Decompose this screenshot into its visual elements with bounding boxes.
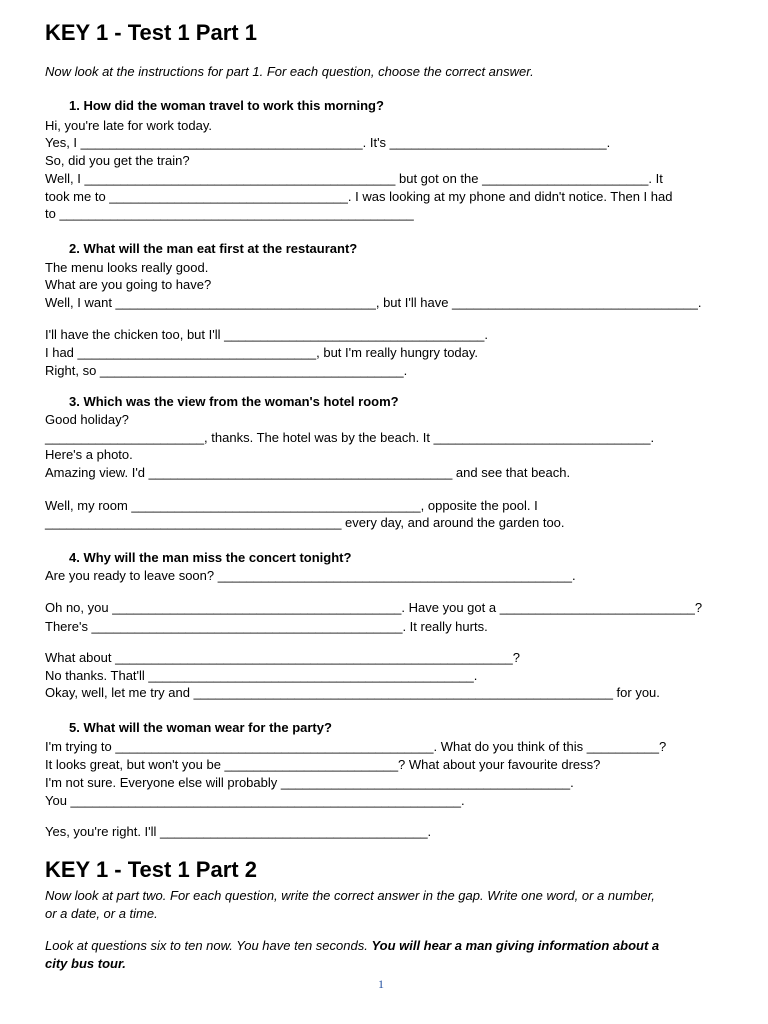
q2-line: Well, I want ____________________________________, but I'll have __________________________________. — [45, 295, 702, 310]
look-line-text: Look at questions six to ten now. You have ten seconds. — [45, 938, 372, 953]
question-5-title: 5. What will the woman wear for the party? — [69, 720, 332, 735]
question-3-title: 3. Which was the view from the woman's hotel room? — [69, 394, 399, 409]
q2-line: I'll have the chicken too, but I'll ____________________________________. — [45, 327, 489, 342]
q2-line: What are you going to have? — [45, 277, 212, 292]
q4-line: Okay, well, let me try and __________________________________________________________ for you. — [45, 685, 660, 700]
q4-line: Oh no, you ________________________________________. Have you got a ___________________________? — [45, 600, 703, 615]
part2-look-line — [45, 937, 659, 954]
q1-line: to _________________________________________________ — [45, 206, 414, 221]
q1-line: Yes, I _______________________________________. It's ______________________________. — [45, 135, 611, 150]
q4-line: What about _______________________________________________________? — [45, 650, 520, 665]
q2-line: The menu looks really good. — [45, 260, 209, 275]
q5-line: Yes, you're right. I'll _____________________________________. — [45, 824, 432, 839]
look-line-bold: You will hear a man giving information about a — [371, 938, 660, 953]
question-4-title: 4. Why will the man miss the concert tonight? — [69, 550, 352, 565]
part2-instructions-cont: or a date, or a time. — [45, 906, 158, 921]
part2-heading: KEY 1 - Test 1 Part 2 — [45, 857, 257, 882]
q2-line: I had _________________________________, but I'm really hungry today. — [45, 345, 479, 360]
q5-line: You ______________________________________________________. — [45, 793, 465, 808]
part1-heading: KEY 1 - Test 1 Part 1 — [45, 20, 257, 45]
q5-line: I'm not sure. Everyone else will probably ________________________________________. — [45, 775, 574, 790]
question-1-title: 1. How did the woman travel to work this morning? — [69, 98, 384, 113]
q4-line: No thanks. That'll _____________________________________________. — [45, 668, 478, 683]
q1-line: Hi, you're late for work today. — [45, 118, 212, 133]
question-2-title: 2. What will the man eat first at the restaurant? — [69, 241, 358, 256]
part1-instructions: Now look at the instructions for part 1. For each question, choose the correct answer. — [45, 64, 534, 79]
q3-line: Good holiday? — [45, 412, 129, 427]
q3-line: Amazing view. I'd __________________________________________ and see that beach. — [45, 465, 571, 480]
part2-look-line-cont: city bus tour. — [45, 956, 126, 971]
q3-line: ______________________, thanks. The hotel was by the beach. It ______________________________. — [45, 430, 655, 445]
q4-line: Are you ready to leave soon? _________________________________________________. — [45, 568, 576, 583]
q4-line: There's ___________________________________________. It really hurts. — [45, 619, 488, 634]
part2-instructions: Now look at part two. For each question, write the correct answer in the gap. Write one word, or a number, — [45, 888, 655, 903]
q5-line: I'm trying to ____________________________________________. What do you think of this __________? — [45, 739, 667, 754]
q1-line: Well, I ___________________________________________ but got on the _______________________. It — [45, 171, 663, 186]
page-number: 1 — [378, 977, 384, 991]
q3-line: _________________________________________ every day, and around the garden too. — [45, 515, 565, 530]
q5-line: It looks great, but won't you be ________________________? What about your favourite dress? — [45, 757, 601, 772]
q1-line: So, did you get the train? — [45, 153, 190, 168]
q2-line: Right, so __________________________________________. — [45, 363, 408, 378]
q3-line: Here's a photo. — [45, 447, 133, 462]
q3-line: Well, my room ________________________________________, opposite the pool. I — [45, 498, 538, 513]
q1-line: took me to _________________________________. I was looking at my phone and didn't notice. Then I had — [45, 189, 673, 204]
